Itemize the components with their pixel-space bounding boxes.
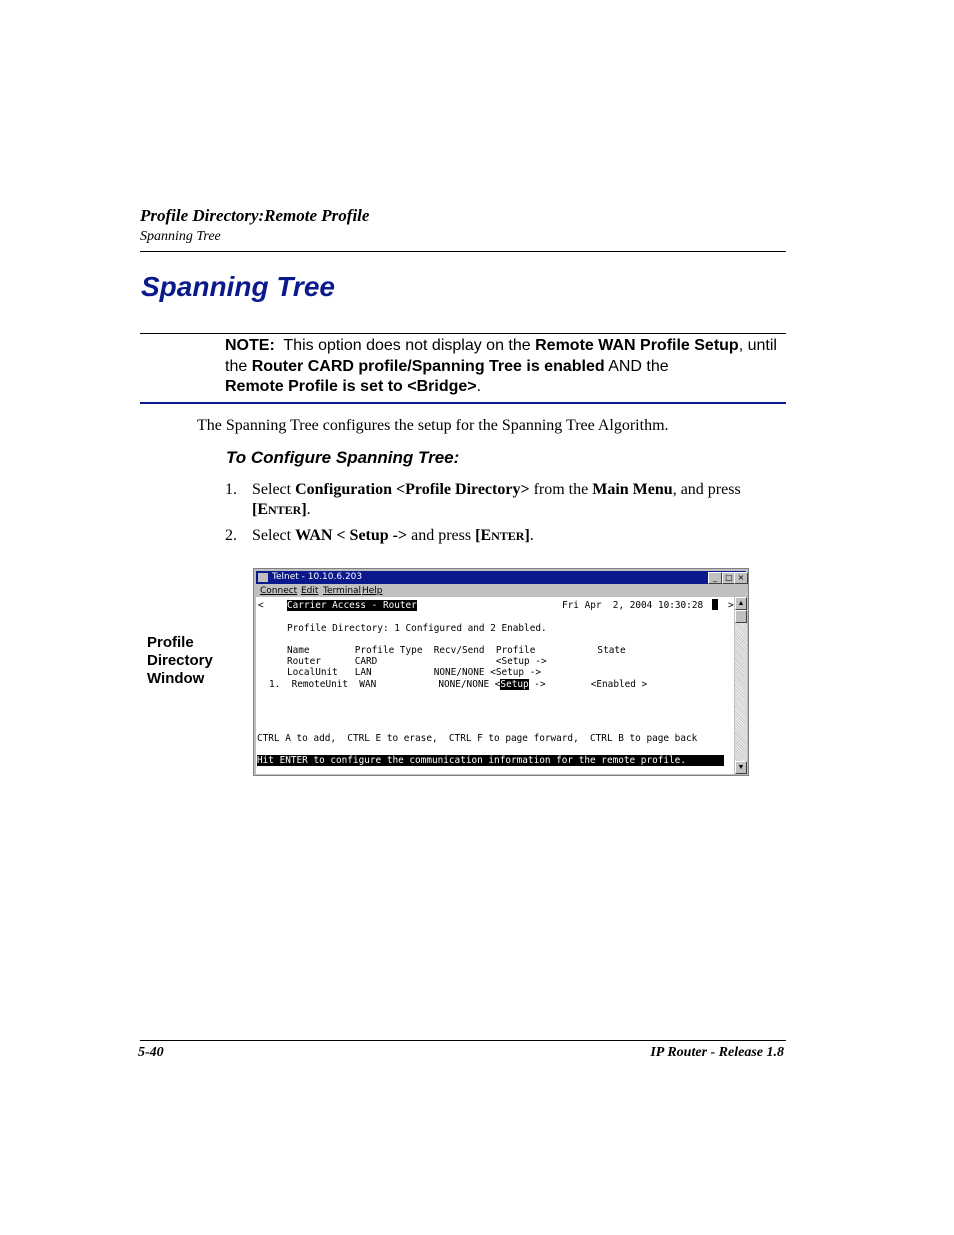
step-1-text-1: Select [252,481,292,498]
page-number: 5-40 [138,1045,164,1060]
note-text-2: , until the [225,337,777,375]
step-2-end: . [529,527,534,544]
term-cursor [712,599,718,610]
step-2-text-1: Select [252,527,292,544]
menu-connect[interactable]: Connect [260,586,298,596]
term-column-headers: Name Profile Type Recv/Send Profile State [287,645,626,656]
doc-title: IP Router - Release 1.8 [650,1045,784,1060]
note-bold-1: Remote WAN Profile Setup [535,337,739,354]
close-button[interactable]: × [734,572,748,584]
telnet-menubar [256,585,746,597]
note-bold-3: Remote Profile is set to <Bridge> [225,378,477,395]
step-1-text-2: from the [533,481,589,498]
figure-label-line-2: Directory [147,652,213,669]
step-2-bold-1: WAN < Setup -> [295,527,408,544]
running-header-subtitle: Spanning Tree [140,229,221,244]
term-datetime: Fri Apr 2, 2004 10:30:28 [562,600,704,611]
menu-help[interactable]: Help [362,586,383,596]
note-text-3: AND the [608,357,669,375]
procedure-title: To Configure Spanning Tree: [226,448,460,467]
step-1-text-3: , and press [672,481,741,498]
vertical-scrollbar[interactable] [735,597,747,774]
scroll-up-arrow[interactable]: ▲ [735,597,747,610]
step-2-number: 2. [225,527,237,544]
intro-paragraph: The Spanning Tree configures the setup for the Spanning Tree Algorithm. [197,417,669,434]
figure-label [147,634,213,688]
telnet-app-icon [258,573,268,582]
term-row-remoteunit[interactable]: 1. RemoteUnit WAN NONE/NONE <Setup -> <Enabled > [269,679,648,690]
figure-label-line-3: Window [147,670,205,687]
menu-terminal[interactable]: Terminal [323,586,362,596]
term-directory-line: Profile Directory: 1 Configured and 2 Enabled. [287,623,547,634]
note-bottom-rule [140,402,786,404]
step-1-end: . [306,501,311,518]
term-system-name: Carrier Access - Router [287,600,417,611]
step-1-bold-2: Main Menu [592,481,673,498]
note-text-4: . [476,378,482,395]
header-rule [140,251,786,252]
note-text-1: This option does not display on the [283,337,531,354]
step-1 [225,480,785,522]
telnet-titlebar[interactable] [256,571,746,584]
scroll-down-arrow[interactable]: ▼ [735,761,747,774]
step-2-key: [ENTER] [475,527,530,544]
maximize-button[interactable]: □ [722,572,736,584]
step-2 [225,526,785,548]
term-nav-right: > [728,600,734,611]
footer-rule [140,1040,786,1041]
menu-edit[interactable]: Edit [301,586,319,596]
term-status-line: Hit ENTER to configure the communication information for the remote profile. [257,755,724,766]
note-box [225,336,795,398]
term-row-localunit: LocalUnit LAN NONE/NONE <Setup -> [287,667,541,678]
running-header-title: Profile Directory:Remote Profile [140,206,370,225]
note-top-rule [140,333,786,334]
section-title: Spanning Tree [141,271,335,302]
telnet-title: Telnet - 10.10.6.203 [272,572,363,582]
step-1-number: 1. [225,481,237,498]
telnet-window [253,568,749,776]
minimize-button[interactable]: _ [708,572,722,584]
term-help-line: CTRL A to add, CTRL E to erase, CTRL F to page forward, CTRL B to page back [257,733,698,744]
term-row-router: Router CARD <Setup -> [287,656,547,667]
scroll-thumb[interactable] [735,610,747,623]
figure-label-line-1: Profile [147,634,194,651]
note-label: NOTE: [225,337,275,354]
term-nav-left: < [258,600,264,611]
step-1-bold-1: Configuration <Profile Directory> [295,481,530,498]
term-selected-setup[interactable]: Setup [500,679,529,690]
note-bold-2: Router CARD profile/Spanning Tree is enabled [251,357,605,375]
step-2-text-2: and press [411,527,472,544]
step-1-key: [ENTER] [252,501,307,518]
terminal-screen[interactable] [256,597,734,774]
